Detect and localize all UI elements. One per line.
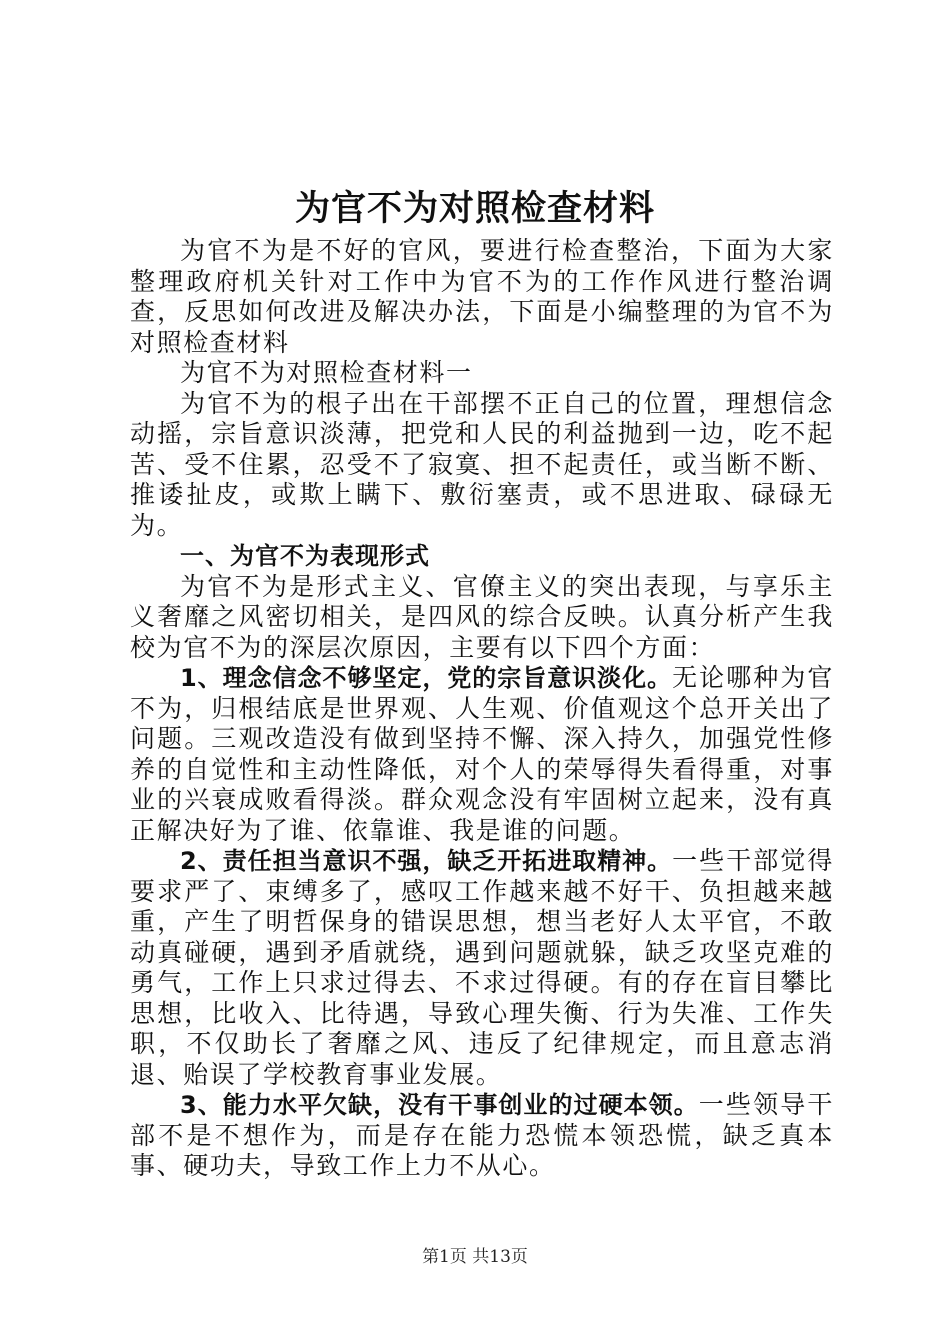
point-two-lead: 2、责任担当意识不强，缺乏开拓进取精神。	[180, 847, 673, 875]
point-two-text: 一些干部觉得要求严了、束缚多了，感叹工作越来越不好干、负担越来越重，产生了明哲保身的错误思想，想当老好人太平官，不敢动真碰硬，遇到矛盾就绕，遇到问题就躲，缺乏攻坚克难的勇气，工作上只求过得去、不求过得硬。有的存在盲目攀比思想，比收入、比待遇，导致心理失衡、行为失准、工作失职，不仅助长了奢靡之风、违反了纪律规定，而且意志消退、贻误了学校教育事业发展。	[130, 846, 835, 1089]
point-three-lead: 3、能力水平欠缺，没有干事创业的过硬本领。	[180, 1091, 699, 1119]
point-three-paragraph	[130, 1090, 834, 1182]
root-cause-paragraph: 为官不为的根子出在干部摆不正自己的位置，理想信念动摇，宗旨意识淡薄，把党和人民的利益抛到一边，吃不起苦、受不住累，忍受不了寂寞、担不起责任，或当断不断、推诿扯皮，或欺上瞒下、敷衍塞责，或不思进取、碌碌无为。	[130, 388, 834, 540]
section-one-intro: 为官不为是形式主义、官僚主义的突出表现，与享乐主义奢靡之风密切相关，是四风的综合反映。认真分析产生我校为官不为的深层次原因，主要有以下四个方面：	[130, 571, 834, 662]
intro-paragraph: 为官不为是不好的官风，要进行检查整治，下面为大家整理政府机关针对工作中为官不为的工作作风进行整治调查，反思如何改进及解决办法，下面是小编整理的为官不为对照检查材料	[130, 236, 834, 357]
page-footer: 第1页 共13页	[422, 1247, 528, 1267]
point-three-text: 一些领导干部不是不想作为，而是存在能力恐慌本领恐慌，缺乏真本事、硬功夫，导致工作上力不从心。	[130, 1090, 834, 1180]
point-one-lead: 1、理念信念不够坚定，党的宗旨意识淡化。	[180, 664, 673, 692]
section-one-heading: 一、为官不为表现形式	[180, 542, 430, 570]
point-one-paragraph	[130, 663, 834, 846]
point-two-paragraph	[130, 846, 834, 1090]
document-body	[130, 236, 834, 1182]
document-title: 为官不为对照检查材料	[294, 188, 655, 229]
subtitle-material-one: 为官不为对照检查材料一	[180, 358, 473, 387]
point-one-text: 无论哪种为官不为，归根结底是世界观、人生观、价值观这个总开关出了问题。三观改造没有做到坚持不懈、深入持久，加强党性修养的自觉性和主动性降低，对个人的荣辱得失看得重，对事业的兴衰成败看得淡。群众观念没有牢固树立起来，没有真正解决好为了谁、依靠谁、我是谁的问题。	[130, 663, 835, 845]
